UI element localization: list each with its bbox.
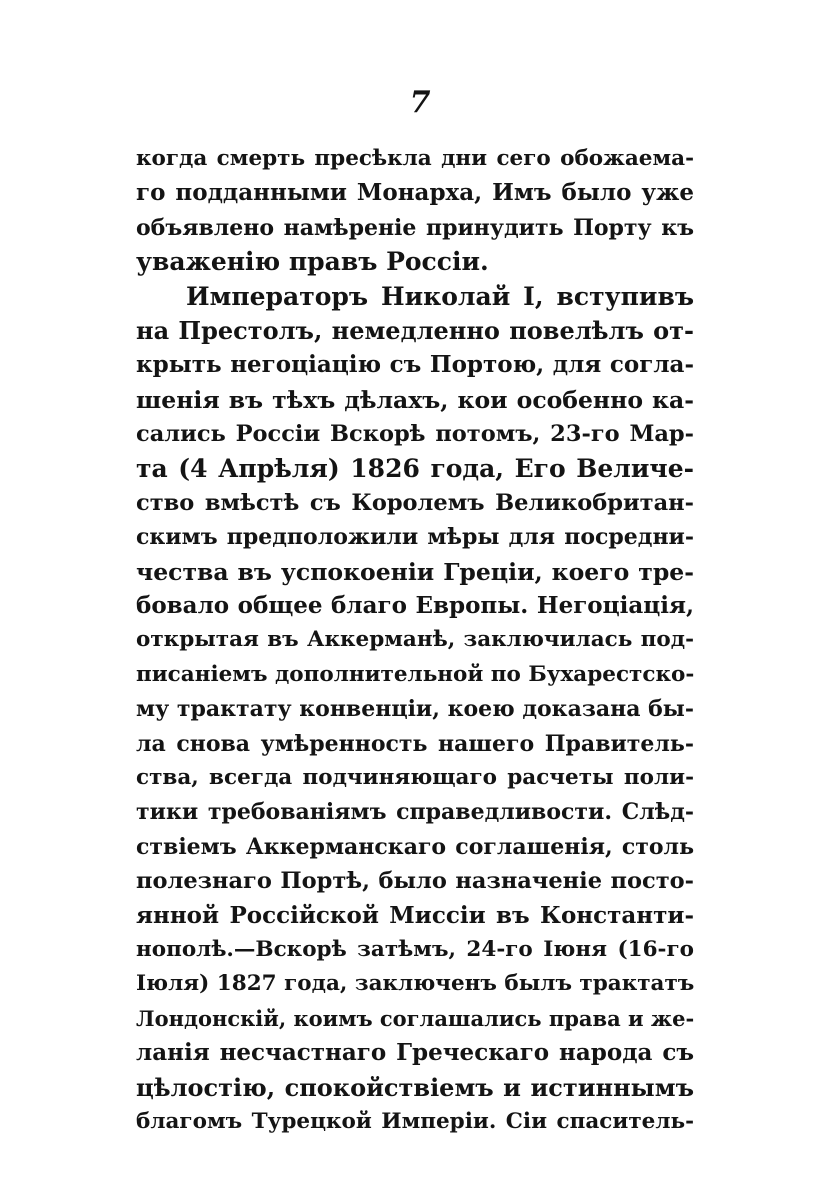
text-line: когда смерть пресѣкла дни сего обожаема-	[136, 146, 694, 171]
text-line: му трактату конвенціи, коею доказана бы-	[136, 696, 694, 723]
body-text	[136, 142, 694, 1139]
text-line: писаніемъ дополнительной по Бухарестско-	[136, 661, 694, 687]
text-line: полезнаго Портѣ, было назначеніе посто-	[136, 868, 694, 895]
text-line: ланія несчастнаго Греческаго народа съ	[136, 1039, 694, 1067]
text-line: сались Россіи Вскорѣ потомъ, 23-го Мар-	[136, 421, 694, 448]
text-line: нополѣ.—Вскорѣ затѣмъ, 24-го Іюня (16-го	[136, 936, 694, 962]
text-line: на Престолъ, немедленно повелѣлъ от-	[136, 315, 694, 345]
text-line: шенія въ тѣхъ дѣлахъ, кои особенно ка-	[136, 385, 694, 414]
text-line: ство вмѣстѣ съ Королемъ Великобритан-	[136, 489, 694, 516]
text-line: чества въ успокоеніи Греціи, коего тре-	[136, 557, 694, 586]
text-line: ла снова умѣренность нашего Правитель-	[136, 730, 694, 757]
text-line: благомъ Турецкой Имперіи. Сіи спаситель-	[136, 1108, 694, 1134]
page-number: 7	[409, 85, 431, 120]
text-line: скимъ предположили мѣры для посредни-	[136, 524, 694, 551]
text-line: уваженію правъ Россіи.	[136, 247, 489, 277]
text-line: Іюля) 1827 года, заключенъ былъ трактатъ	[136, 971, 694, 997]
text-line: объявлено намѣреніе принудить Порту къ	[136, 214, 694, 241]
text-line: открытая въ Аккерманѣ, заключилась под-	[136, 627, 694, 653]
text-line: янной Россійской Миссіи въ Константи-	[136, 901, 694, 929]
text-line: бовало общее благо Европы. Негоціація,	[136, 592, 694, 620]
text-line: крыть негоціацію съ Портою, для согла-	[136, 351, 694, 379]
text-line: Лондонскій, коимъ соглашались права и же-	[136, 1005, 694, 1031]
text-line: цѣлостію, спокойствіемъ и истиннымъ	[136, 1072, 694, 1102]
text-line: Императоръ Николай I, вступивъ	[186, 281, 694, 311]
text-line: ствіемъ Аккерманскаго соглашенія, столь	[136, 833, 694, 860]
text-line: та (4 Апрѣля) 1826 года, Его Величе-	[136, 453, 694, 483]
text-line: ства, всегда подчиняющаго расчеты поли-	[136, 765, 694, 791]
text-line: тики требованіямъ справедливости. Слѣд-	[136, 799, 694, 826]
text-line: го подданными Монарха, Имъ было уже	[136, 179, 694, 207]
